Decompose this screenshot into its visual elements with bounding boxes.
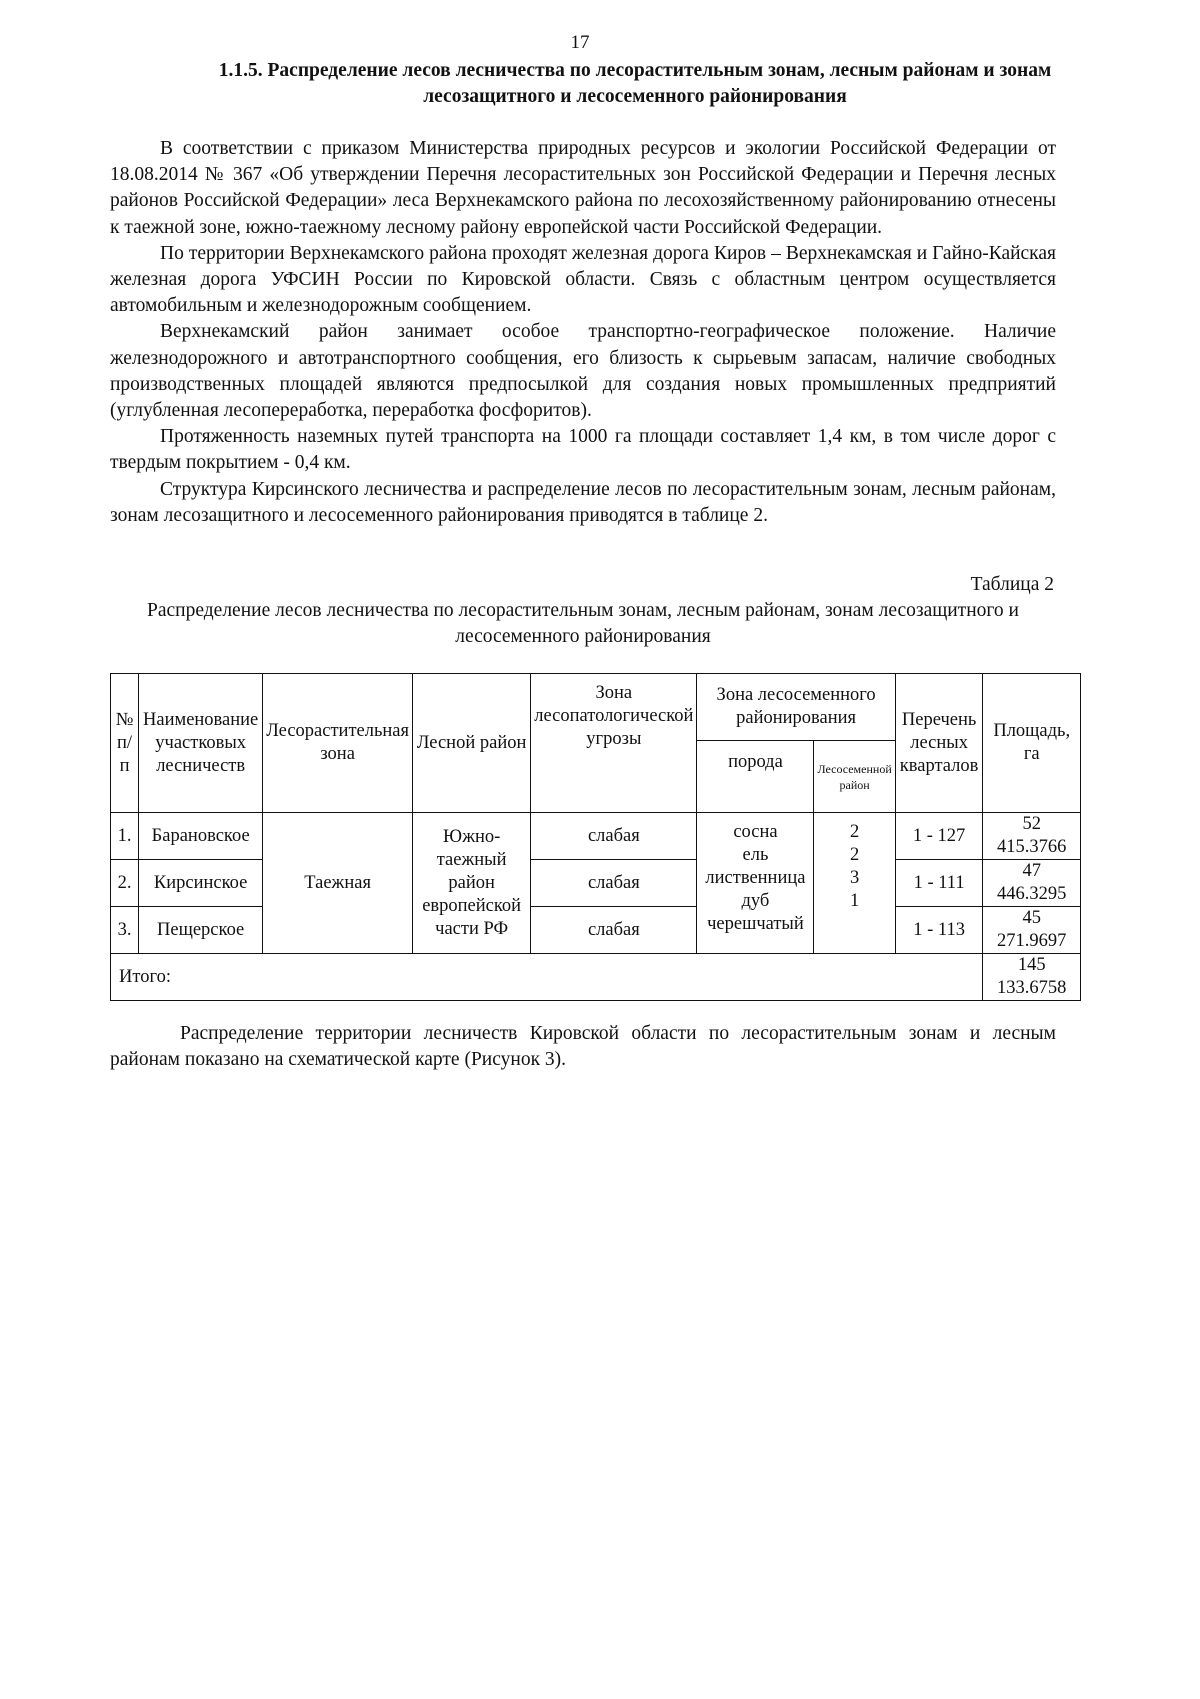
final-paragraph — [110, 1021, 1056, 1073]
row-pathology: слабая — [531, 907, 697, 954]
header-pathology: Зона лесопатологической угрозы — [531, 674, 697, 813]
species-item: лиственница — [705, 868, 806, 888]
species-item: сосна — [733, 822, 778, 842]
row-quarters: 1 - 113 — [895, 907, 983, 954]
paragraph: Структура Кирсинского лесничества и распределение лесов по лесорастительным зонам, лесным районам, зонам лесозащитного и лесосеменного районирования приводятся в таблице 2. — [110, 478, 1056, 526]
paragraph: В соответствии с приказом Министерства природных ресурсов и экологии Российской Федерации от 18.08.2014 № 367 «Об утверждении Перечня лесорастительных зон Российской Федерации и Перечня лесных районов Российской Федерации» леса Верхнекамского района по лесохозяйственному районированию отнесены к таежной зоне, южно-таежному лесному району европейской части Российской Федерации. — [110, 138, 1056, 238]
total-row — [111, 954, 1081, 1001]
seed-district-cell — [814, 813, 895, 954]
district-cell: Южно-таежный район европейской части РФ — [413, 813, 531, 954]
row-area: 52 415.3766 — [983, 813, 1081, 860]
species-item: ель — [742, 845, 769, 865]
header-area: Площадь, га — [983, 674, 1081, 813]
row-quarters: 1 - 127 — [895, 813, 983, 860]
species-cell — [697, 813, 814, 954]
header-seed-district: Лесосеменной район — [814, 741, 895, 813]
seed-district-item: 2 — [849, 845, 860, 865]
header-num: № п/п — [111, 674, 139, 813]
row-pathology: слабая — [531, 813, 697, 860]
row-name: Барановское — [139, 813, 263, 860]
species-item: дуб черешчатый — [707, 891, 804, 934]
table-row — [111, 860, 1081, 907]
seed-district-item: 2 — [849, 822, 860, 842]
table-number: Таблица 2 — [970, 574, 1054, 595]
row-num: 1. — [111, 813, 139, 860]
page-number: 17 — [570, 32, 590, 53]
header-name: Наименование участковых лесничеств — [139, 674, 263, 813]
total-label: Итого: — [111, 954, 983, 1001]
table-caption: Распределение лесов лесничества по лесорастительным зонам, лесным районам, зонам лесозащитного и лесосеменного районирования — [147, 600, 1019, 647]
section-heading: 1.1.5. Распределение лесов лесничества по лесорастительным зонам, лесным районам и зонам лесозащитного и лесосеменного районирования — [218, 60, 1052, 107]
row-name: Пещерское — [139, 907, 263, 954]
row-name: Кирсинское — [139, 860, 263, 907]
header-species: порода — [697, 741, 814, 813]
row-num: 2. — [111, 860, 139, 907]
header-quarters: Перечень лесных кварталов — [895, 674, 983, 813]
table-row — [111, 907, 1081, 954]
row-pathology: слабая — [531, 860, 697, 907]
paragraph: Протяженность наземных путей транспорта на 1000 га площади составляет 1,4 км, в том числе дорог с твердым покрытием - 0,4 км. — [110, 426, 1056, 474]
row-area: 45 271.9697 — [983, 907, 1081, 954]
forest-distribution-table — [110, 673, 1081, 1001]
row-area: 47 446.3295 — [983, 860, 1081, 907]
row-num: 3. — [111, 907, 139, 954]
table-row — [111, 813, 1081, 860]
total-area: 145 133.6758 — [983, 954, 1081, 1001]
zone-cell: Таежная — [263, 813, 413, 954]
header-seed-zone: Зона лесосеменного районирования — [697, 674, 895, 741]
row-quarters: 1 - 111 — [895, 860, 983, 907]
header-district: Лесной район — [413, 674, 531, 813]
body-text — [110, 136, 1056, 529]
paragraph: Распределение территории лесничеств Кировской области по лесорастительным зонам и лесным районам показано на схематической карте (Рисунок 3). — [110, 1023, 1056, 1070]
paragraph: Верхнекамский район занимает особое транспортно-географическое положение. Наличие железнодорожного и автотранспортного сообщения, его близость к сырьевым запасам, наличие свободных производственных площадей являются предпосылкой для создания новых промышленных предприятий (углубленная лесопереработка, переработка фосфоритов). — [110, 321, 1056, 422]
paragraph: По территории Верхнекамского района проходят железная дорога Киров – Верхнекамская и Гайно-Кайская железная дорога УФСИН России по Кировской области. Связь с областным центром осуществляется автомобильным и железнодорожным сообщением. — [110, 242, 1056, 317]
seed-district-item: 3 — [849, 868, 860, 888]
seed-district-item: 1 — [849, 891, 860, 911]
header-zone: Лесорастительная зона — [263, 674, 413, 813]
